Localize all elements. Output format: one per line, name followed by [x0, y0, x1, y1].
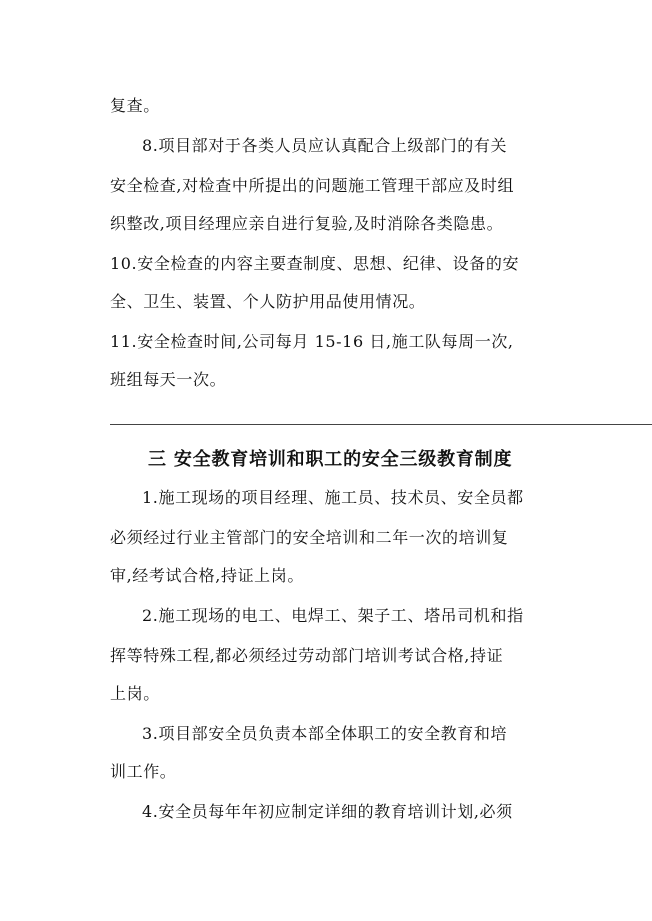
text-line: 全、卫生、装置、个人防护用品使用情况。 [110, 292, 426, 311]
text-line: 挥等特殊工程,都必须经过劳动部门培训考试合格,持证 [110, 646, 504, 665]
text-line: 10.安全检查的内容主要查制度、思想、纪律、设备的安 [110, 254, 520, 273]
text-line: 必须经过行业主管部门的安全培训和二年一次的培训复 [110, 528, 509, 547]
text-line: 1.施工现场的项目经理、施工员、技术员、安全员都 [142, 488, 524, 507]
text-line: 安全检查,对检查中所提出的问题施工管理干部应及时组 [110, 176, 515, 195]
text-line: 3.项目部安全员负责本部全体职工的安全教育和培 [142, 724, 508, 743]
text-line: 复查。 [110, 96, 160, 115]
text-line: 训工作。 [110, 762, 177, 781]
text-line: 织整改,项目经理应亲自进行复验,及时消除各类隐患。 [110, 214, 504, 233]
section-heading: 三 安全教育培训和职工的安全三级教育制度 [148, 449, 513, 470]
text-line: 8.项目部对于各类人员应认真配合上级部门的有关 [142, 136, 508, 155]
section-divider [110, 424, 652, 425]
text-line: 11.安全检查时间,公司每月 15-16 日,施工队每周一次, [110, 332, 514, 351]
text-line: 班组每天一次。 [110, 370, 227, 389]
text-line: 上岗。 [110, 684, 160, 703]
text-line: 4.安全员每年年初应制定详细的教育培训计划,必须 [142, 802, 513, 821]
text-line: 审,经考试合格,持证上岗。 [110, 566, 304, 585]
text-line: 2.施工现场的电工、电焊工、架子工、塔吊司机和指 [142, 606, 524, 625]
